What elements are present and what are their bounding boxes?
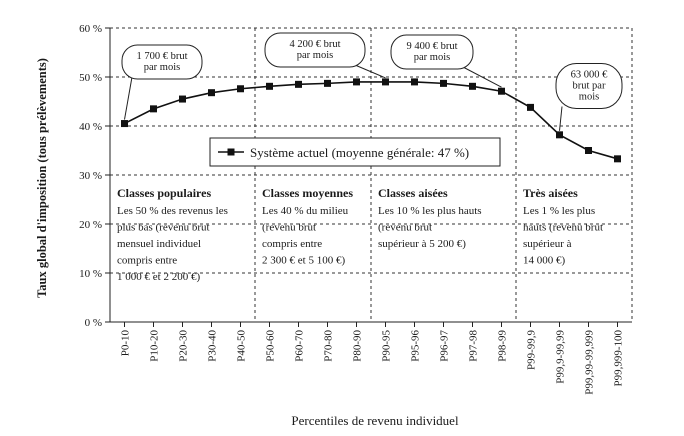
data-point xyxy=(440,80,447,87)
x-tick-label: P40-50 xyxy=(235,330,248,362)
x-tick-label: P60-70 xyxy=(293,330,306,362)
x-tick-labels xyxy=(120,330,625,395)
group-line: Les 1 % les plus xyxy=(523,205,596,217)
x-tick-label: P99,9-99,99 xyxy=(554,330,567,384)
annotation-text: par mois xyxy=(413,52,451,63)
x-tick-label: P96-97 xyxy=(438,330,451,362)
group-line: supérieur à xyxy=(523,238,572,250)
annotation-text: 1 700 € brut xyxy=(136,51,188,62)
legend-box xyxy=(210,138,500,166)
legend-label: Système actuel (moyenne générale: 47 %) xyxy=(250,145,470,160)
data-point xyxy=(266,83,273,90)
annotation-text: par mois xyxy=(143,62,181,73)
annotation-callout xyxy=(265,33,386,78)
y-tick-label: 20 % xyxy=(79,219,102,231)
group-line: supérieur à 5 200 €) xyxy=(378,238,466,250)
y-axis-label: Taux global d'imposition (tous prélèvements) xyxy=(35,58,49,298)
annotation-callout xyxy=(122,45,202,120)
x-tick-label: P90-95 xyxy=(380,330,393,362)
data-point xyxy=(411,78,418,85)
data-point xyxy=(179,96,186,103)
annotation-text: 4 200 € brut xyxy=(289,39,341,50)
group-4 xyxy=(523,186,603,267)
x-tick-label: P98-99 xyxy=(496,330,509,362)
annotation-callout xyxy=(556,64,622,131)
x-tick-label: P30-40 xyxy=(206,330,219,362)
x-tick-label: P70-80 xyxy=(322,330,335,362)
x-tick-label: P97-98 xyxy=(467,330,480,362)
annotation-text: par mois xyxy=(296,50,334,61)
data-point xyxy=(237,85,244,92)
y-tick-labels xyxy=(79,23,102,329)
x-tick-label: P99-99,9 xyxy=(525,330,538,371)
group-title: Très aisées xyxy=(523,186,578,200)
y-tick-label: 30 % xyxy=(79,170,102,182)
group-line: (revenu brut xyxy=(262,221,317,234)
legend-swatch-marker xyxy=(228,149,235,156)
annotation-pointer xyxy=(355,65,386,78)
data-point xyxy=(469,83,476,90)
group-line: (revenu brut xyxy=(378,221,433,234)
data-point xyxy=(585,147,592,154)
data-point xyxy=(295,81,302,88)
group-line: plus bas (revenu brut xyxy=(117,221,210,234)
y-tick-label: 50 % xyxy=(79,72,102,84)
data-point xyxy=(527,104,534,111)
x-tick-label: P20-30 xyxy=(177,330,190,362)
group-line: compris entre xyxy=(117,254,178,267)
group-line: 1 000 € et 2 200 €) xyxy=(117,271,201,283)
data-point xyxy=(382,78,389,85)
group-line: Les 10 % les plus hauts xyxy=(378,205,482,217)
y-tick-label: 0 % xyxy=(84,317,102,329)
x-tick-label: P10-20 xyxy=(148,330,161,362)
x-tick-label: P95-96 xyxy=(409,330,422,362)
group-title: Classes aisées xyxy=(378,186,448,200)
group-line: hauts (revenu brut xyxy=(523,221,604,234)
group-line: Les 50 % des revenus les xyxy=(117,205,228,217)
x-tick-label: P0-10 xyxy=(119,330,132,357)
data-point xyxy=(121,120,128,127)
data-point xyxy=(614,155,621,162)
x-tick-label: P50-60 xyxy=(264,330,277,362)
x-tick-label: P80-90 xyxy=(351,330,364,362)
group-line: mensuel individuel xyxy=(117,238,202,250)
y-tick-label: 60 % xyxy=(79,23,102,35)
data-point xyxy=(208,89,215,96)
data-point xyxy=(150,105,157,112)
data-point xyxy=(556,131,563,138)
x-tick-label: P99,999-100 xyxy=(612,330,625,387)
legend xyxy=(210,138,500,166)
data-point xyxy=(498,88,505,95)
group-descriptions xyxy=(117,186,603,283)
annotation-pointer xyxy=(125,77,133,120)
x-axis-label: Percentiles de revenu individuel xyxy=(291,413,459,428)
group-2 xyxy=(262,186,353,267)
group-3 xyxy=(378,186,482,250)
x-tick-label: P99,99-99,999 xyxy=(583,330,596,395)
group-title: Classes moyennes xyxy=(262,186,354,200)
annotation-text: mois xyxy=(578,91,600,103)
annotation-text: 63 000 € xyxy=(570,69,608,81)
group-title: Classes populaires xyxy=(117,186,212,200)
group-1 xyxy=(117,186,228,283)
annotation-pointer xyxy=(560,107,563,131)
group-line: 2 300 € et 5 100 €) xyxy=(262,254,346,267)
y-tick-label: 40 % xyxy=(79,121,102,133)
y-tick-label: 10 % xyxy=(79,268,102,280)
data-point xyxy=(353,78,360,85)
data-point xyxy=(324,80,331,87)
annotation-text: 9 400 € brut xyxy=(406,41,458,52)
group-line: Les 40 % du milieu xyxy=(262,205,349,217)
group-line: compris entre xyxy=(262,238,323,250)
annotation-text: brut par xyxy=(572,80,606,92)
group-line: 14 000 €) xyxy=(523,254,566,267)
annotation-callout xyxy=(391,35,502,87)
